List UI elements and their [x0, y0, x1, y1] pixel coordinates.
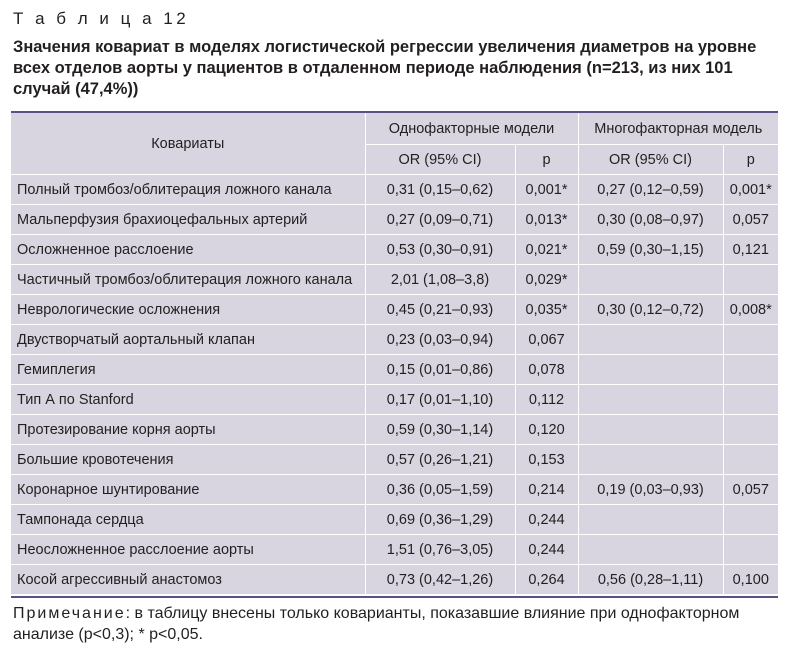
row-uni-or: 0,36 (0,05–1,59)	[365, 475, 515, 505]
row-multi-or	[578, 355, 723, 385]
header-uni-or: OR (95% CI)	[365, 145, 515, 175]
row-name: Тампонада сердца	[11, 505, 365, 535]
row-multi-or: 0,30 (0,08–0,97)	[578, 205, 723, 235]
table-note	[13, 603, 783, 645]
table-row	[11, 565, 778, 595]
row-name: Осложненное расслоение	[11, 235, 365, 265]
row-uni-p: 0,120	[515, 415, 578, 445]
row-multi-p	[723, 265, 778, 295]
row-name: Полный тромбоз/облитерация ложного канала	[11, 175, 365, 205]
row-multi-or	[578, 505, 723, 535]
row-uni-p: 0,112	[515, 385, 578, 415]
row-name: Гемиплегия	[11, 355, 365, 385]
row-multi-or: 0,56 (0,28–1,11)	[578, 565, 723, 595]
row-name: Косой агрессивный анастомоз	[11, 565, 365, 595]
table-row	[11, 415, 778, 445]
row-name: Протезирование корня аорты	[11, 415, 365, 445]
table-row	[11, 535, 778, 565]
row-uni-p: 0,244	[515, 505, 578, 535]
table-row	[11, 355, 778, 385]
covariates-table	[11, 113, 778, 595]
table-bottom-rule	[11, 596, 778, 598]
table-row	[11, 265, 778, 295]
table-row	[11, 475, 778, 505]
row-multi-or	[578, 445, 723, 475]
row-name: Мальперфузия брахиоцефальных артерий	[11, 205, 365, 235]
row-multi-p	[723, 505, 778, 535]
table-title: Значения ковариат в моделях логистической регрессии увеличения диаметров на уровне всех отделов аорты у пациентов в отдаленном периоде наблюдения (n=213, из них 101 случай (47,4%))	[13, 38, 757, 98]
header-covariates: Ковариаты	[11, 113, 365, 175]
row-multi-p: 0,100	[723, 565, 778, 595]
note-text: : в таблицу внесены только ковариaнты, показавшие влияние при однофакторном анализе (p<0,3); * p<0,05.	[13, 605, 740, 643]
row-uni-p: 0,029*	[515, 265, 578, 295]
table-row	[11, 445, 778, 475]
row-multi-p	[723, 445, 778, 475]
row-name: Неосложненное расслоение аорты	[11, 535, 365, 565]
table-container	[11, 113, 778, 595]
row-uni-p: 0,035*	[515, 295, 578, 325]
table-row	[11, 505, 778, 535]
row-uni-or: 0,23 (0,03–0,94)	[365, 325, 515, 355]
row-multi-p: 0,057	[723, 475, 778, 505]
row-uni-or: 0,31 (0,15–0,62)	[365, 175, 515, 205]
row-name: Коронарное шунтирование	[11, 475, 365, 505]
table-label: Т а б л и ц а 12	[13, 9, 190, 28]
row-uni-p: 0,244	[515, 535, 578, 565]
table-row	[11, 325, 778, 355]
row-multi-p	[723, 385, 778, 415]
row-multi-or: 0,30 (0,12–0,72)	[578, 295, 723, 325]
row-multi-p: 0,001*	[723, 175, 778, 205]
row-uni-or: 0,69 (0,36–1,29)	[365, 505, 515, 535]
header-uni-p: p	[515, 145, 578, 175]
row-uni-or: 0,45 (0,21–0,93)	[365, 295, 515, 325]
row-uni-or: 0,57 (0,26–1,21)	[365, 445, 515, 475]
row-multi-or	[578, 385, 723, 415]
row-uni-p: 0,067	[515, 325, 578, 355]
row-multi-or: 0,59 (0,30–1,15)	[578, 235, 723, 265]
header-univariate: Однофакторные модели	[365, 113, 578, 145]
row-uni-or: 0,53 (0,30–0,91)	[365, 235, 515, 265]
row-uni-p: 0,078	[515, 355, 578, 385]
row-name: Двустворчатый аортальный клапан	[11, 325, 365, 355]
table-row	[11, 205, 778, 235]
row-multi-p: 0,121	[723, 235, 778, 265]
row-uni-or: 0,73 (0,42–1,26)	[365, 565, 515, 595]
row-uni-p: 0,021*	[515, 235, 578, 265]
row-multi-p	[723, 325, 778, 355]
table-row	[11, 175, 778, 205]
table-row	[11, 295, 778, 325]
table-row	[11, 235, 778, 265]
row-name: Большие кровотечения	[11, 445, 365, 475]
table-body	[11, 175, 778, 595]
row-name: Тип А по Stanford	[11, 385, 365, 415]
row-multi-p	[723, 415, 778, 445]
table-row	[11, 385, 778, 415]
row-uni-or: 2,01 (1,08–3,8)	[365, 265, 515, 295]
row-multi-or	[578, 265, 723, 295]
row-uni-or: 0,15 (0,01–0,86)	[365, 355, 515, 385]
row-multi-or	[578, 415, 723, 445]
row-uni-or: 0,59 (0,30–1,14)	[365, 415, 515, 445]
row-uni-p: 0,013*	[515, 205, 578, 235]
header-multivariate: Многофакторная модель	[578, 113, 778, 145]
row-name: Частичный тромбоз/облитерация ложного канала	[11, 265, 365, 295]
row-multi-or: 0,27 (0,12–0,59)	[578, 175, 723, 205]
header-multi-p: p	[723, 145, 778, 175]
row-multi-p: 0,008*	[723, 295, 778, 325]
note-label: Примечание	[13, 605, 126, 622]
row-uni-p: 0,001*	[515, 175, 578, 205]
row-name: Неврологические осложнения	[11, 295, 365, 325]
row-multi-or	[578, 325, 723, 355]
row-uni-p: 0,214	[515, 475, 578, 505]
row-uni-or: 0,27 (0,09–0,71)	[365, 205, 515, 235]
row-multi-p	[723, 535, 778, 565]
row-uni-p: 0,153	[515, 445, 578, 475]
row-uni-or: 0,17 (0,01–1,10)	[365, 385, 515, 415]
row-uni-or: 1,51 (0,76–3,05)	[365, 535, 515, 565]
row-multi-or: 0,19 (0,03–0,93)	[578, 475, 723, 505]
row-uni-p: 0,264	[515, 565, 578, 595]
row-multi-p: 0,057	[723, 205, 778, 235]
header-multi-or: OR (95% CI)	[578, 145, 723, 175]
row-multi-or	[578, 535, 723, 565]
row-multi-p	[723, 355, 778, 385]
